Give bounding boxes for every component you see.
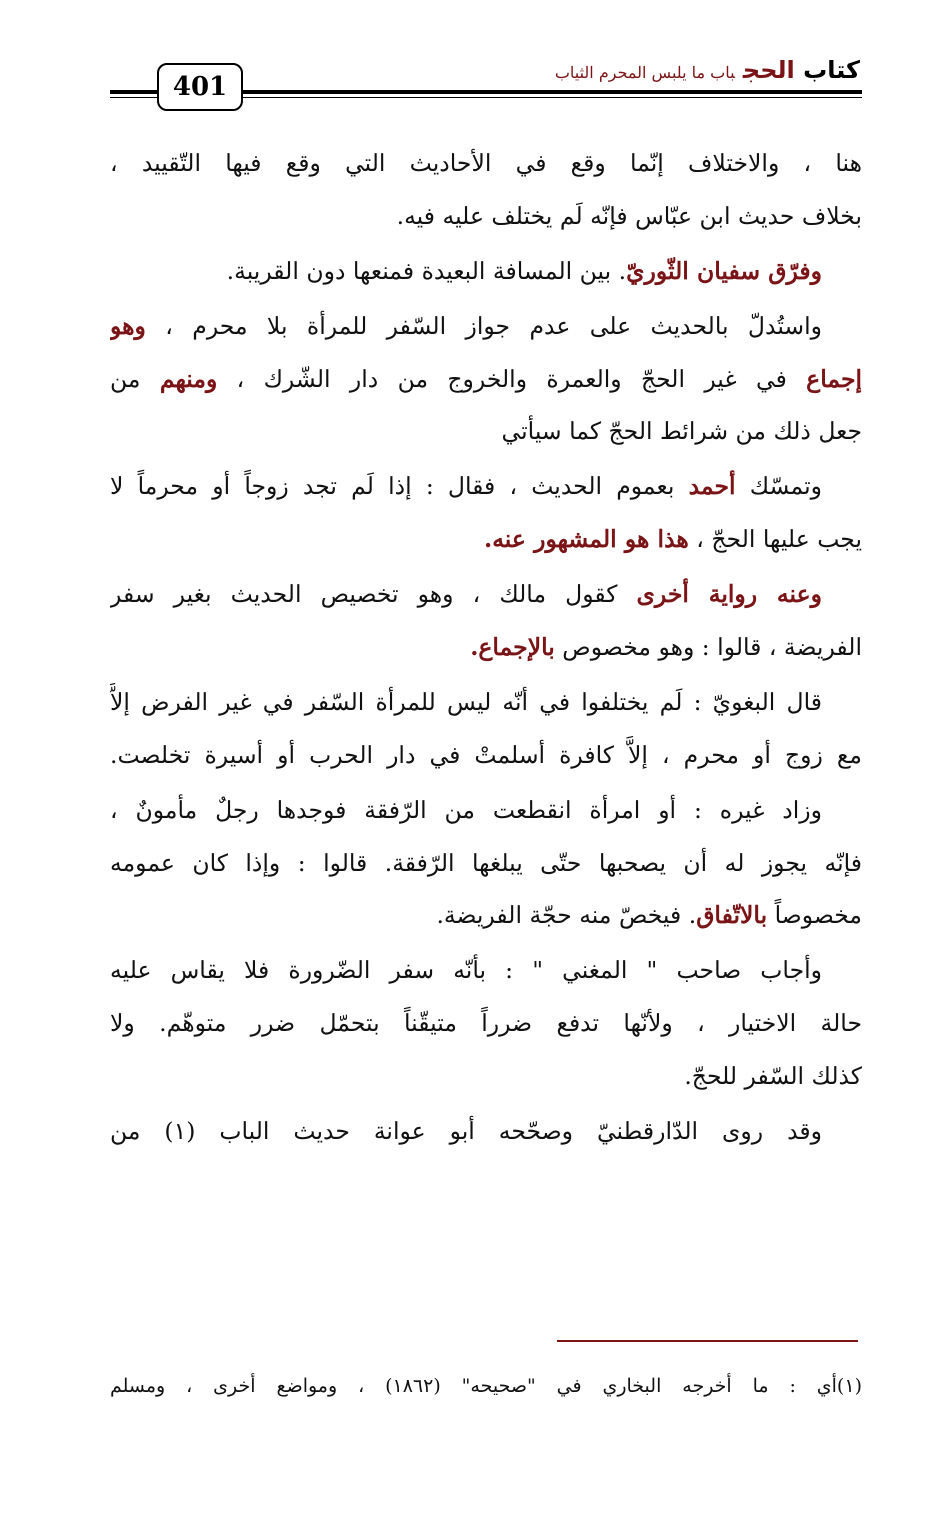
page-body bbox=[110, 141, 862, 1162]
body-text: وتمسّك bbox=[735, 472, 822, 501]
book-title-main: كتاب bbox=[803, 56, 860, 84]
body-text: كقول مالك ، وهو تخصيص الحديث بغير سفر bbox=[110, 580, 637, 609]
body-text: من bbox=[110, 364, 160, 393]
body-line: مع زوج أو محرم ، إلاَّ كافرة أسلمتْ في دار الحرب أو أسيرة تخلصت. bbox=[110, 740, 862, 769]
highlighted-text: بالإجماع. bbox=[470, 632, 555, 661]
body-line bbox=[110, 249, 862, 304]
footnote-separator bbox=[557, 1340, 858, 1342]
body-line: وزاد غيره : أو امرأة انقطعت من الرّفقة فوجدها رجلٌ مأمونٌ ، bbox=[110, 795, 822, 824]
body-text: بعموم الحديث ، فقال : إذا لَم تجد زوجاً أو محرماً لا bbox=[110, 472, 689, 501]
body-line: فإنّه يجوز له أن يصحبها حتّى يبلغها الرّفقة. قالوا : وإذا كان عمومه bbox=[110, 848, 862, 877]
body-line: وقد روى الدّارقطنيّ وصحّحه أبو عوانة حديث الباب (١) من bbox=[110, 1116, 822, 1145]
body-line bbox=[110, 304, 862, 357]
highlighted-name: أحمد bbox=[688, 472, 736, 501]
body-text: . فيخصّ منه حجّة الفريضة. bbox=[436, 901, 697, 930]
highlighted-text: وهو bbox=[110, 311, 146, 340]
header-titles bbox=[555, 56, 860, 84]
highlighted-text: وعنه رواية أخرى bbox=[636, 580, 822, 609]
highlighted-name: وفرّق سفيان الثّوريّ bbox=[626, 256, 822, 285]
body-line bbox=[110, 572, 862, 625]
body-line: بخلاف حديث ابن عبّاس فإنّه لَم يختلف عليه فيه. bbox=[396, 201, 862, 230]
page-header bbox=[110, 50, 862, 120]
body-text: . بين المسافة البعيدة فمنعها دون القريبة. bbox=[226, 256, 627, 285]
book-title bbox=[743, 56, 860, 84]
body-line: جعل ذلك من شرائط الحجّ كما سيأتي bbox=[501, 417, 862, 446]
body-text: واستُدلّ بالحديث على عدم جواز السّفر للمرأة بلا محرم ، bbox=[145, 311, 822, 340]
body-text: الفريضة ، قالوا : وهو مخصوص bbox=[554, 632, 862, 661]
page-number-badge bbox=[157, 63, 243, 111]
body-line: كذلك السّفر للحجّ. bbox=[684, 1061, 862, 1090]
footnote: (١)أي : ما أخرجه البخاري في "صحيحه" (١٨٦٢) ، ومواضع أخرى ، ومسلم bbox=[110, 1375, 862, 1397]
highlighted-text: ومنهم bbox=[159, 364, 218, 393]
body-line bbox=[110, 893, 862, 948]
page-number: 401 bbox=[172, 72, 228, 102]
body-line bbox=[110, 517, 862, 572]
highlighted-text: بالاتّفاق bbox=[696, 901, 768, 930]
body-text: في غير الحجّ والعمرة والخروج من دار الشّرك ، bbox=[217, 364, 807, 393]
body-text: مخصوصاً bbox=[767, 901, 862, 930]
body-text: يجب عليها الحجّ ، bbox=[688, 525, 862, 554]
body-line: هنا ، والاختلاف إنّما وقع في الأحاديث التي وقع فيها التّقييد ، bbox=[110, 149, 862, 177]
body-line: قال البغويّ : لَم يختلفوا في أنّه ليس للمرأة السّفر في غير الفرض إلاَّ bbox=[110, 687, 822, 716]
body-line: وأجاب صاحب " المغني " : بأنّه سفر الضّرورة فلا يقاس عليه bbox=[110, 956, 822, 985]
book-title-accent: الحج bbox=[742, 56, 795, 84]
body-line bbox=[110, 464, 862, 517]
highlighted-text: هذا هو المشهور عنه. bbox=[484, 525, 689, 554]
highlighted-text: إجماع bbox=[806, 364, 862, 393]
body-line: حالة الاختيار ، ولأنّها تدفع ضرراً متيقّناً بتحمّل ضرر متوهّم. ولا bbox=[110, 1009, 862, 1038]
body-line bbox=[110, 357, 862, 410]
chapter-title: باب ما يلبس المحرم الثياب bbox=[554, 63, 735, 82]
body-line bbox=[110, 625, 862, 680]
